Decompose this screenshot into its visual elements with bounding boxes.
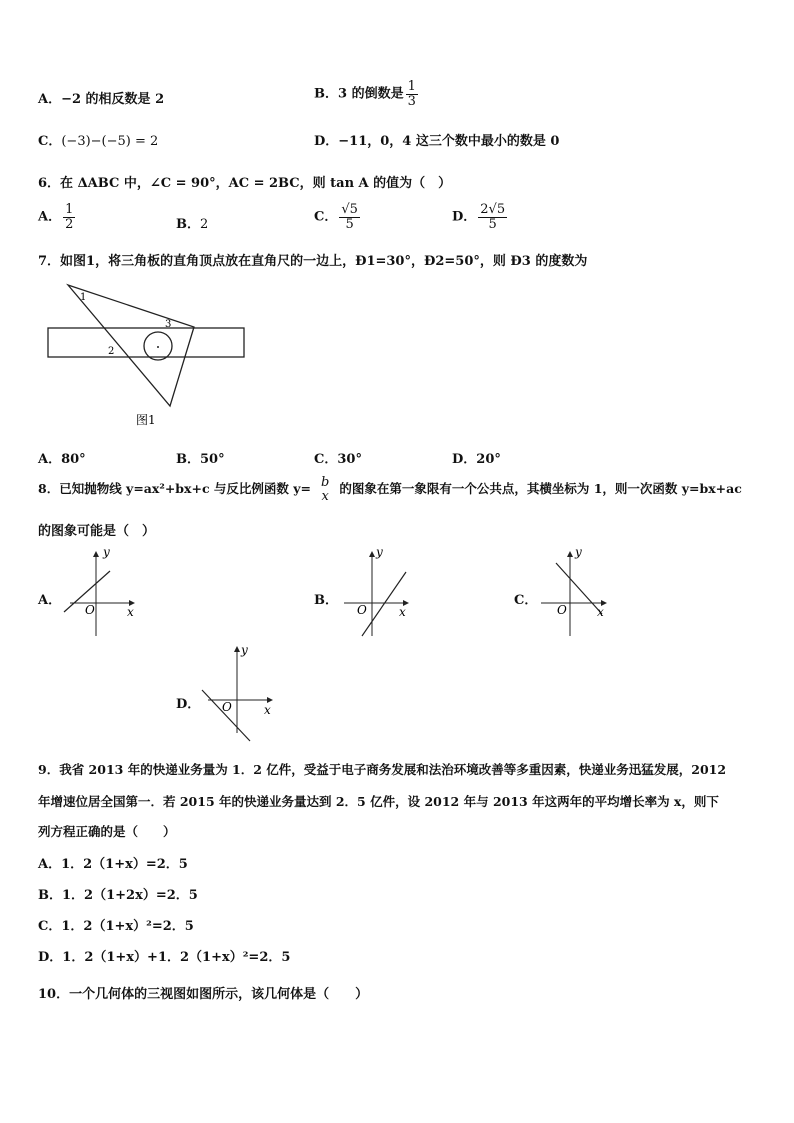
graph-a-x-label: x [127,605,134,619]
q7-option-b-text: 50° [200,452,225,467]
q8-graph-b [344,545,408,636]
q9-line2: 年增速位居全国第一．若 2015 年的快递业务量达到 2．5 亿件，设 2012 年与 2013 年这两年的平均增长率为 x，则下 [38,794,719,809]
q8-option-b-label: B． [314,593,338,608]
q8-graph-a [64,545,134,636]
q9-option-a-text: 1．2（1+x）=2．5 [61,857,188,872]
q7-option-a-label: A． [38,452,62,467]
graph-d-origin: O [222,700,232,714]
q6-option-b-text: 2 [200,217,209,232]
q6-option-c-label: C． [314,209,338,225]
q7-option-c-text: 30° [337,452,362,467]
graph-b-x-label: x [399,605,406,619]
q7-option-a-text: 80° [61,452,86,467]
q5-option-b-text: 3 的倒数是 [338,86,404,102]
graph-d-x-label: x [264,703,271,717]
q5-option-b-label: B． [314,86,338,102]
q7-option-d-text: 20° [476,452,501,467]
angle-2-label: 2 [108,346,115,357]
q6-a-num: 1 [65,202,74,217]
q5-option-d-text: −11，0，4 这三个数中最小的数是 0 [338,134,560,149]
q5-option-a-label: A． [38,92,62,107]
q9-option-c [38,915,194,934]
q9-option-c-label: C． [38,919,62,934]
figure-caption: 图1 [136,413,156,427]
q8-graph-d [202,643,272,741]
q5-option-a-text: −2 的相反数是 2 [61,92,165,107]
q8-stem-line2: 的图象可能是（ ） [38,524,156,539]
graph-c-y-label: y [575,545,582,559]
q5-b-frac-den: 3 [407,93,416,109]
q7-option-c-label: C． [314,452,338,467]
q6-c-num: √5 [341,202,358,217]
q9-option-d-text: 1．2（1+x）+1．2（1+x）²=2．5 [62,950,291,965]
q9-option-b [38,884,198,903]
angle-1-label: 1 [80,292,87,303]
q8-frac-den: x [321,488,329,504]
q5-option-c-text: (−3)−(−5) = 2 [61,134,159,149]
q8-option-d-label: D． [176,697,201,712]
graph-b-origin: O [357,603,367,617]
q7-option-b-label: B． [176,452,200,467]
graph-c-x-label: x [597,605,604,619]
q6-d-den: 5 [488,216,497,232]
q10-stem: 10．一个几何体的三视图如图所示，该几何体是（ ） [38,987,369,1002]
graph-c-origin: O [557,603,567,617]
graph-a-origin: O [85,603,95,617]
q7-option-d-label: D． [452,452,477,467]
graph-d-line [202,690,250,741]
q9-line1: 9．我省 2013 年的快递业务量为 1．2 亿件，受益于电子商务发展和法治环境改善等多重因素，快递业务迅猛发展，2012 [38,762,727,777]
q6-option-b-label: B． [176,217,200,232]
graph-a-y-label: y [103,545,110,559]
q5-option-c-label: C． [38,134,62,149]
q6-d-num: 2√5 [480,202,506,217]
q6-c-den: 5 [345,216,354,232]
graph-d-y-label: y [241,643,248,657]
q9-option-b-label: B． [38,888,62,903]
q8-frac-num: b [321,475,330,490]
angle-3-label: 3 [165,319,172,330]
q9-option-c-text: 1．2（1+x）²=2．5 [61,919,194,934]
q8-graph-c [541,545,606,636]
q9-option-a [38,853,188,872]
q9-option-d-label: D． [38,950,63,965]
q9-option-b-text: 1．2（1+2x）=2．5 [62,888,198,903]
q7-stem: 7．如图1，将三角板的直角顶点放在直角尺的一边上，Ð1=30°，Ð2=50°，则 Ð3 的度数为 [38,254,588,269]
q6-option-d-label: D． [452,209,477,225]
q9-option-d [38,946,290,965]
graph-b-y-label: y [376,545,383,559]
q5-b-frac-num: 1 [407,79,416,94]
q9-line3: 列方程正确的是（ ） [38,824,176,839]
q8-stem-part1: 8．已知抛物线 y=ax²+bx+c 与反比例函数 y= [38,481,312,497]
q8-stem-part2: 的图象在第一象限有一个公共点，其横坐标为 1，则一次函数 y=bx+ac [339,481,742,497]
q8-option-c-label: C． [514,593,538,608]
q5-option-d-label: D． [314,134,339,149]
q8-option-a-label: A． [38,593,62,608]
q6-option-a-label: A． [38,209,62,225]
q6-a-den: 2 [65,216,74,232]
q9-option-a-label: A． [38,857,62,872]
q6-stem: 6．在 ΔABC 中，∠C = 90°，AC = 2BC，则 tan A 的值为（ ） [38,176,452,191]
graph-b-line [362,572,406,636]
